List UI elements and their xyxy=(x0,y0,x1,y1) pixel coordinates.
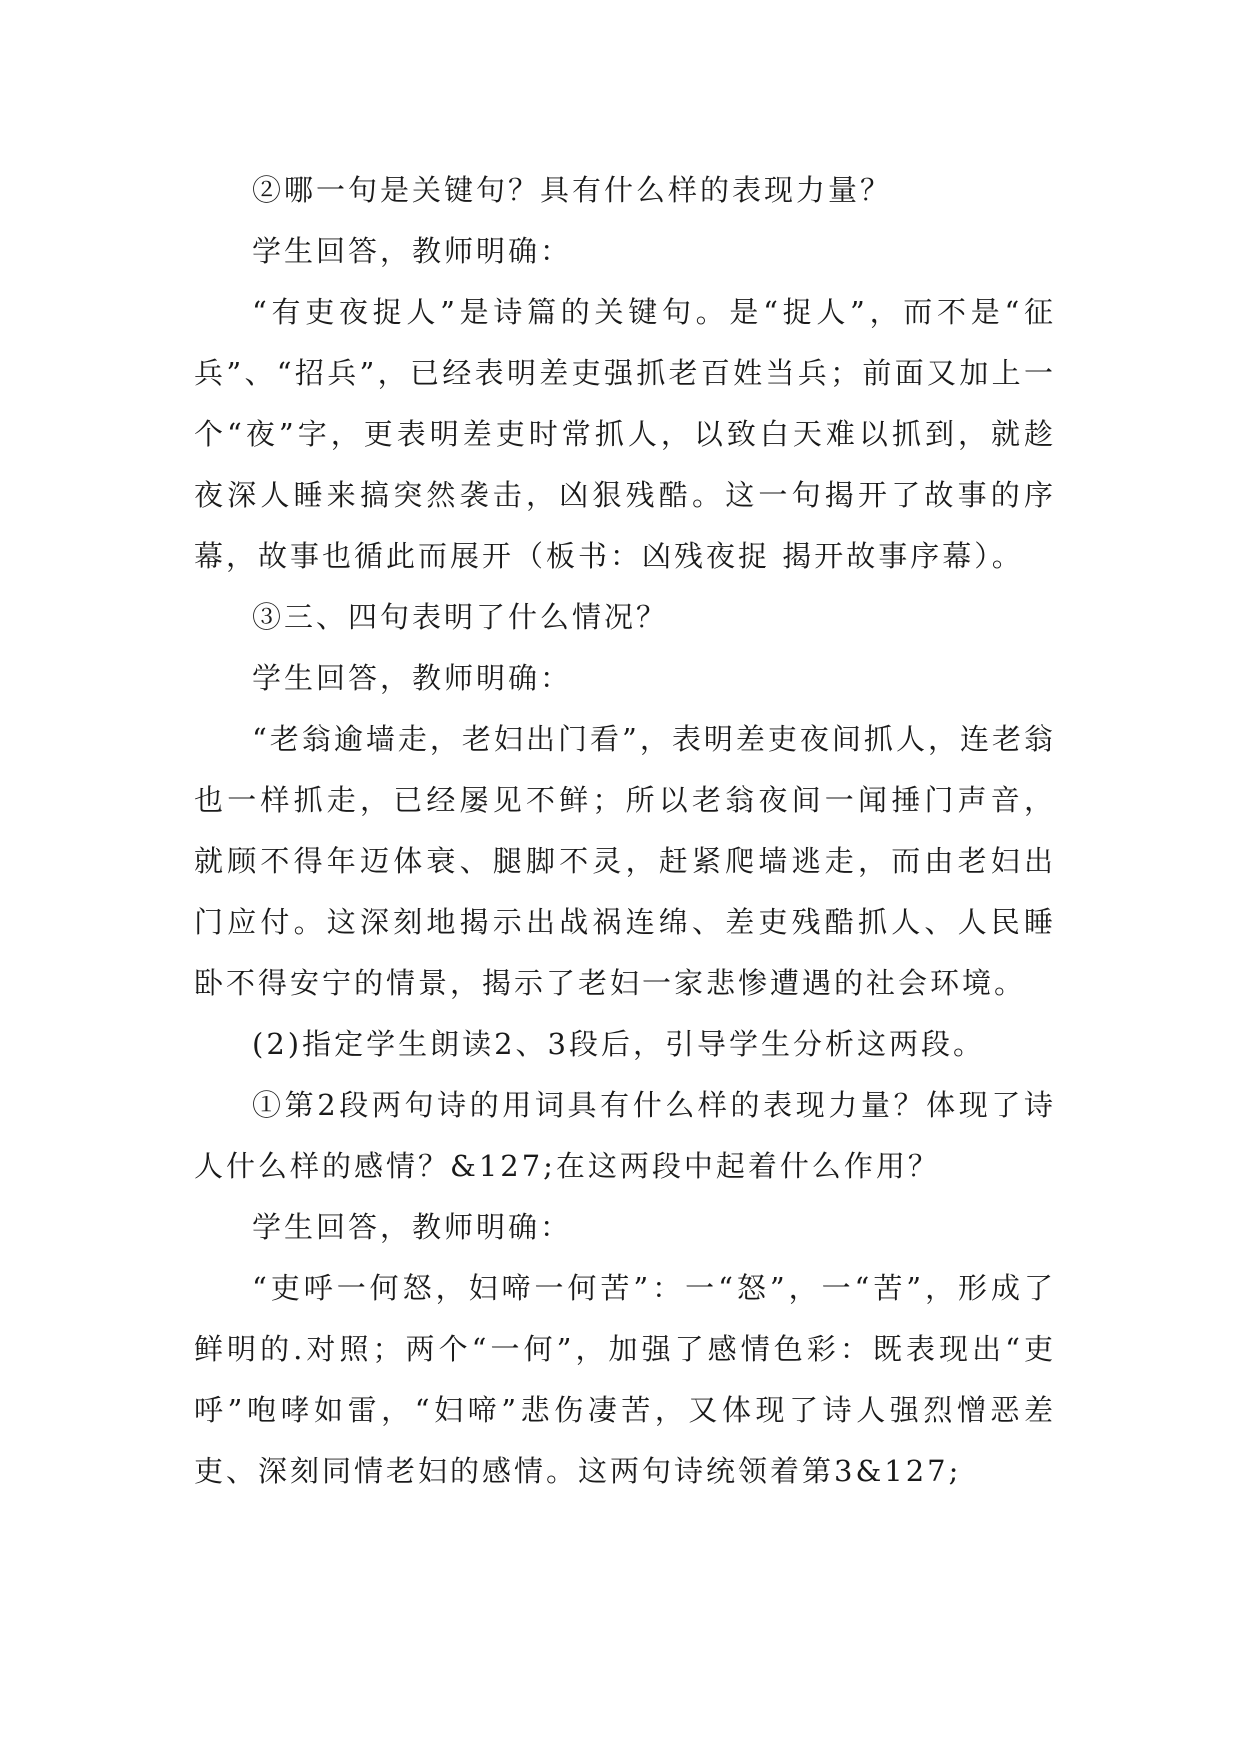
paragraph-contrast-analysis: “吏呼一何怒，妇啼一何苦”：一“怒”，一“苦”，形成了鲜明的.对照；两个“一何”，加强了感情色彩：既表现出“吏呼”咆哮如雷，“妇啼”悲伤凄苦，又体现了诗人强烈憎恶差吏、深刻同情老妇的感情。这两句诗统领着第3&127; xyxy=(194,1271,1056,1488)
paragraph-instruction-reading: (2)指定学生朗读2、3段后，引导学生分析这两段。 xyxy=(252,1027,985,1061)
paragraph-student-answer: 学生回答，教师明确： xyxy=(252,1210,573,1244)
paragraph-question-key-sentence: ②哪一句是关键句？具有什么样的表现力量？ xyxy=(252,173,893,207)
paragraph-student-answer: 学生回答，教师明确： xyxy=(252,661,573,695)
paragraph-old-man-analysis: “老翁逾墙走，老妇出门看”，表明差吏夜间抓人，连老翁也一样抓走，已经屡见不鲜；所以老翁夜间一闻捶门声音，就顾不得年迈体衰、腿脚不灵，赶紧爬墙逃走，而由老妇出门应付。这深刻地揭示出战祸连绵、差吏残酷抓人、人民睡卧不得安宁的情景，揭示了老妇一家悲惨遭遇的社会环境。 xyxy=(194,722,1056,1000)
document-page xyxy=(194,160,1056,1502)
paragraph-student-answer: 学生回答，教师明确： xyxy=(252,234,573,268)
paragraph-question-lines-three-four: ③三、四句表明了什么情况？ xyxy=(252,600,669,634)
paragraph-key-sentence-analysis: “有吏夜捉人”是诗篇的关键句。是“捉人”，而不是“征兵”、“招兵”，已经表明差吏强抓老百姓当兵；前面又加上一个“夜”字，更表明差吏时常抓人，以致白天难以抓到，就趁夜深人睡来搞突然袭击，凶狠残酷。这一句揭开了故事的序幕，故事也循此而展开（板书：凶残夜捉 揭开故事序幕）。 xyxy=(194,295,1056,573)
paragraph-question-section-two: ①第2段两句诗的用词具有什么样的表现力量？体现了诗人什么样的感情？&127;在这两段中起着什么作用？ xyxy=(194,1088,1056,1183)
